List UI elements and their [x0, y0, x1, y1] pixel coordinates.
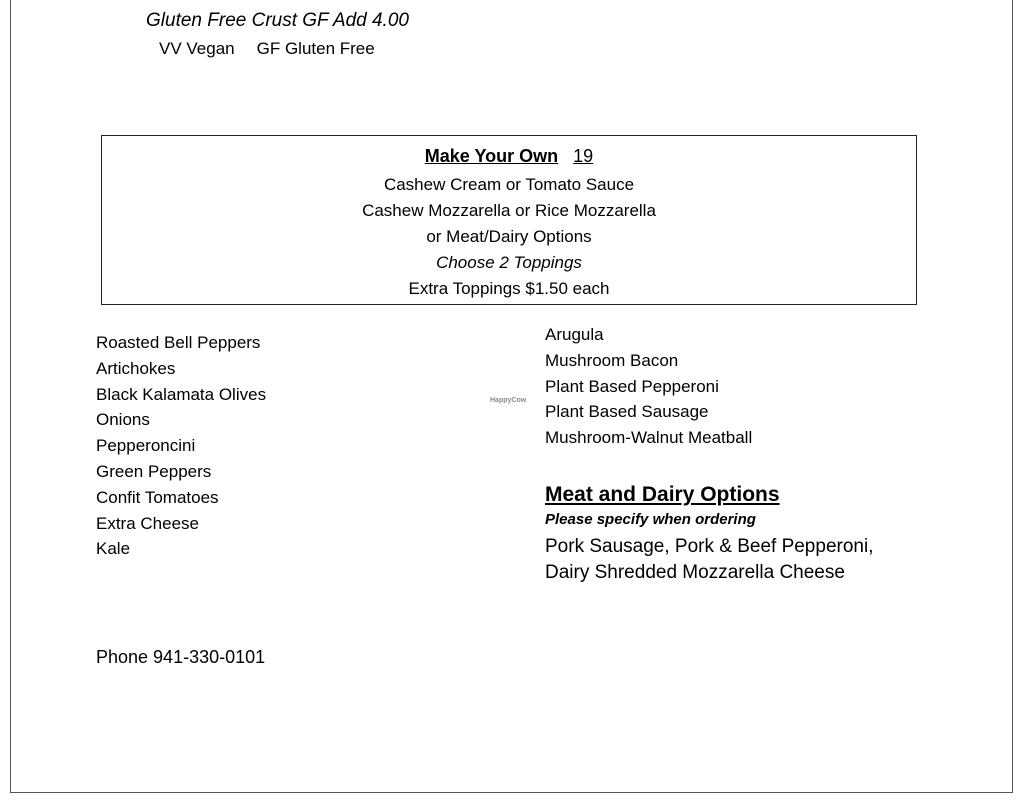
meat-dairy-title: Meat and Dairy Options — [545, 483, 780, 506]
toppings-list-left — [96, 330, 266, 562]
list-item: Plant Based Sausage — [545, 402, 709, 422]
cheese-options: Cashew Mozzarella or Rice Mozzarella — [362, 201, 656, 220]
make-your-own-title — [102, 147, 916, 165]
list-item: Extra Cheese — [96, 513, 199, 533]
list-item: Pepperoncini — [96, 436, 196, 456]
list-item: Kale — [96, 539, 131, 559]
list-item: Dairy Shredded Mozzarella Cheese — [545, 562, 845, 583]
meat-dairy-option-line: or Meat/Dairy Options — [426, 227, 592, 246]
list-item: Mushroom-Walnut Meatball — [545, 428, 753, 448]
legend-gluten-free: GF Gluten Free — [256, 39, 375, 58]
phone-number: Phone 941-330-0101 — [96, 647, 266, 667]
legend-vegan: VV Vegan — [159, 39, 235, 58]
make-your-own-price: 19 — [573, 146, 594, 166]
list-item: Black Kalamata Olives — [96, 384, 267, 404]
make-your-own-box — [101, 135, 917, 305]
list-item: Mushroom Bacon — [545, 350, 679, 370]
list-item: Pork Sausage, Pork & Beef Pepperoni, — [545, 536, 874, 557]
meat-dairy-note: Please specify when ordering — [545, 511, 756, 528]
extra-toppings-price: Extra Toppings $1.50 each — [408, 279, 610, 298]
choose-toppings-line: Choose 2 Toppings — [436, 253, 582, 272]
happycow-watermark: HappyCow — [490, 397, 527, 404]
list-item: Roasted Bell Peppers — [96, 333, 261, 352]
sauce-options: Cashew Cream or Tomato Sauce — [383, 175, 635, 194]
meat-dairy-items — [545, 534, 873, 586]
make-your-own-heading: Make Your Own — [424, 146, 559, 166]
list-item: Plant Based Pepperoni — [545, 376, 719, 396]
list-item: Confit Tomatoes — [96, 487, 219, 507]
gluten-free-crust-note: Gluten Free Crust GF Add 4.00 — [146, 10, 409, 31]
toppings-list-right — [545, 322, 752, 451]
list-item: Arugula — [545, 325, 604, 344]
list-item: Green Peppers — [96, 461, 212, 481]
list-item: Onions — [96, 410, 150, 430]
list-item: Artichokes — [96, 358, 176, 378]
diet-legend — [159, 40, 375, 57]
